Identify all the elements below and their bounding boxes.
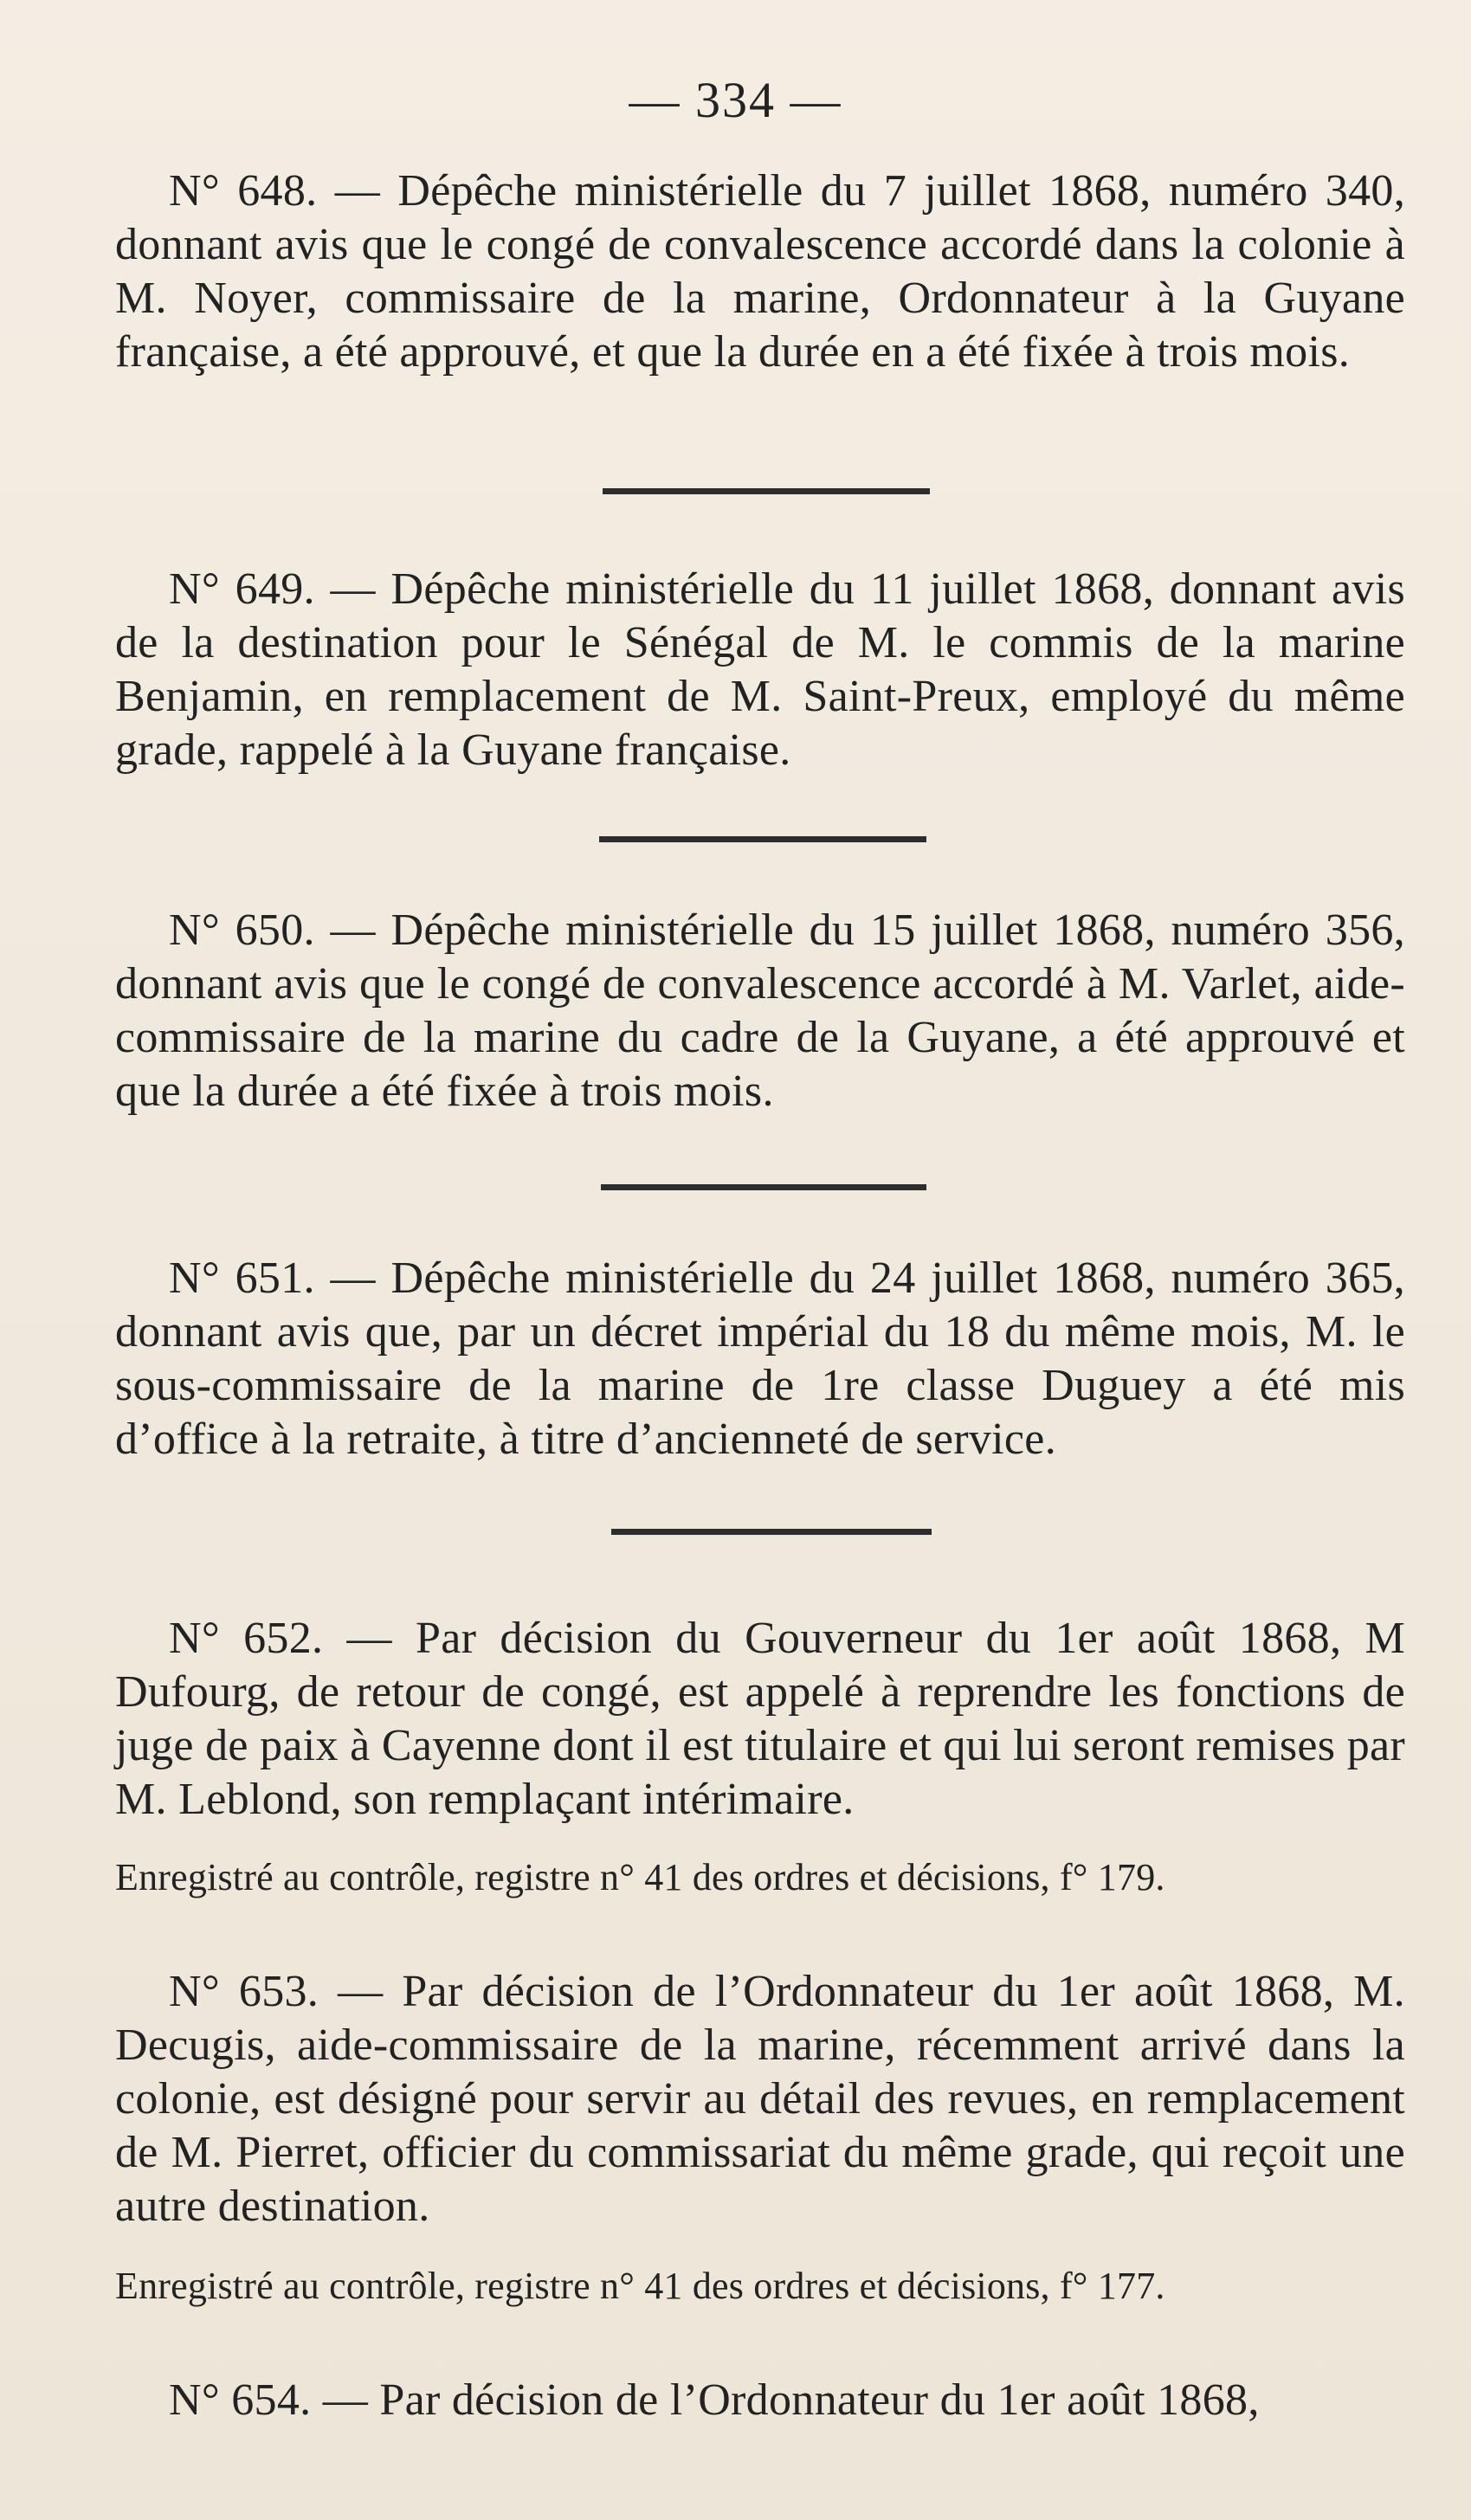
entry-650-text: N° 650. — Dépêche ministérielle du 15 juillet 1868, numéro 356, donnant avis que le congé de convalescence accordé à M. Varlet, aide-commissaire de la marine du cadre de la Guyane, a été approuvé et que la durée a été fixée à trois mois. [115, 906, 1405, 1116]
entry-654-text: N° 654. — Par décision de l’Ordonnateur du 1er août 1868, [169, 2375, 1260, 2425]
entry-651-text: N° 651. — Dépêche ministérielle du 24 juillet 1868, numéro 365, donnant avis que, par un décret impérial du 18 du même mois, M. le sous-commissaire de la marine de 1re classe Duguey a été mis d’office à la retraite, à titre d’ancienneté de service. [115, 1254, 1405, 1464]
entry-648-text: N° 648. — Dépêche ministérielle du 7 juillet 1868, numéro 340, donnant avis que le congé de convalescence accordé dans la colonie à M. Noyer, commissaire de la marine, Ordonnateur à la Guyane française, a été approuvé, et que la durée en a été fixée à trois mois. [115, 166, 1405, 377]
entry-652-registration-note: Enregistré au contrôle, registre n° 41 des ordres et décisions, f° 179. [115, 1856, 1165, 1898]
entry-649 [115, 563, 1405, 777]
entry-653 [115, 1965, 1405, 2233]
entry-654 [115, 2374, 1405, 2427]
entry-650 [115, 904, 1405, 1118]
entry-653-text: N° 653. — Par décision de l’Ordonnateur du 1er août 1868, M. Decugis, aide-commissaire de la marine, récemment arrivé dans la colonie, est désigné pour servir au détail des revues, en remplacement de M. Pierret, officier du commissariat du même grade, qui reçoit une autre destination. [115, 1967, 1405, 2231]
separator-rule [611, 1529, 932, 1535]
entry-652 [115, 1612, 1405, 1827]
separator-rule [599, 836, 926, 842]
separator-rule [601, 1184, 926, 1190]
separator-rule [603, 488, 930, 494]
page-number: — 334 — [629, 72, 842, 128]
entry-651 [115, 1252, 1405, 1466]
entry-648 [115, 164, 1405, 379]
entry-649-text: N° 649. — Dépêche ministérielle du 11 juillet 1868, donnant avis de la destination pour le Sénégal de M. le commis de la marine Benjamin, en remplacement de M. Saint-Preux, employé du même grade, rappelé à la Guyane française. [115, 564, 1405, 775]
entry-652-text: N° 652. — Par décision du Gouverneur du 1er août 1868, M Dufourg, de retour de congé, est appelé à reprendre les fonctions de juge de paix à Cayenne dont il est titulaire et qui lui seront remises par M. Leblond, son remplaçant intérimaire. [115, 1614, 1405, 1824]
entry-653-registration-note: Enregistré au contrôle, registre n° 41 des ordres et décisions, f° 177. [115, 2265, 1165, 2307]
